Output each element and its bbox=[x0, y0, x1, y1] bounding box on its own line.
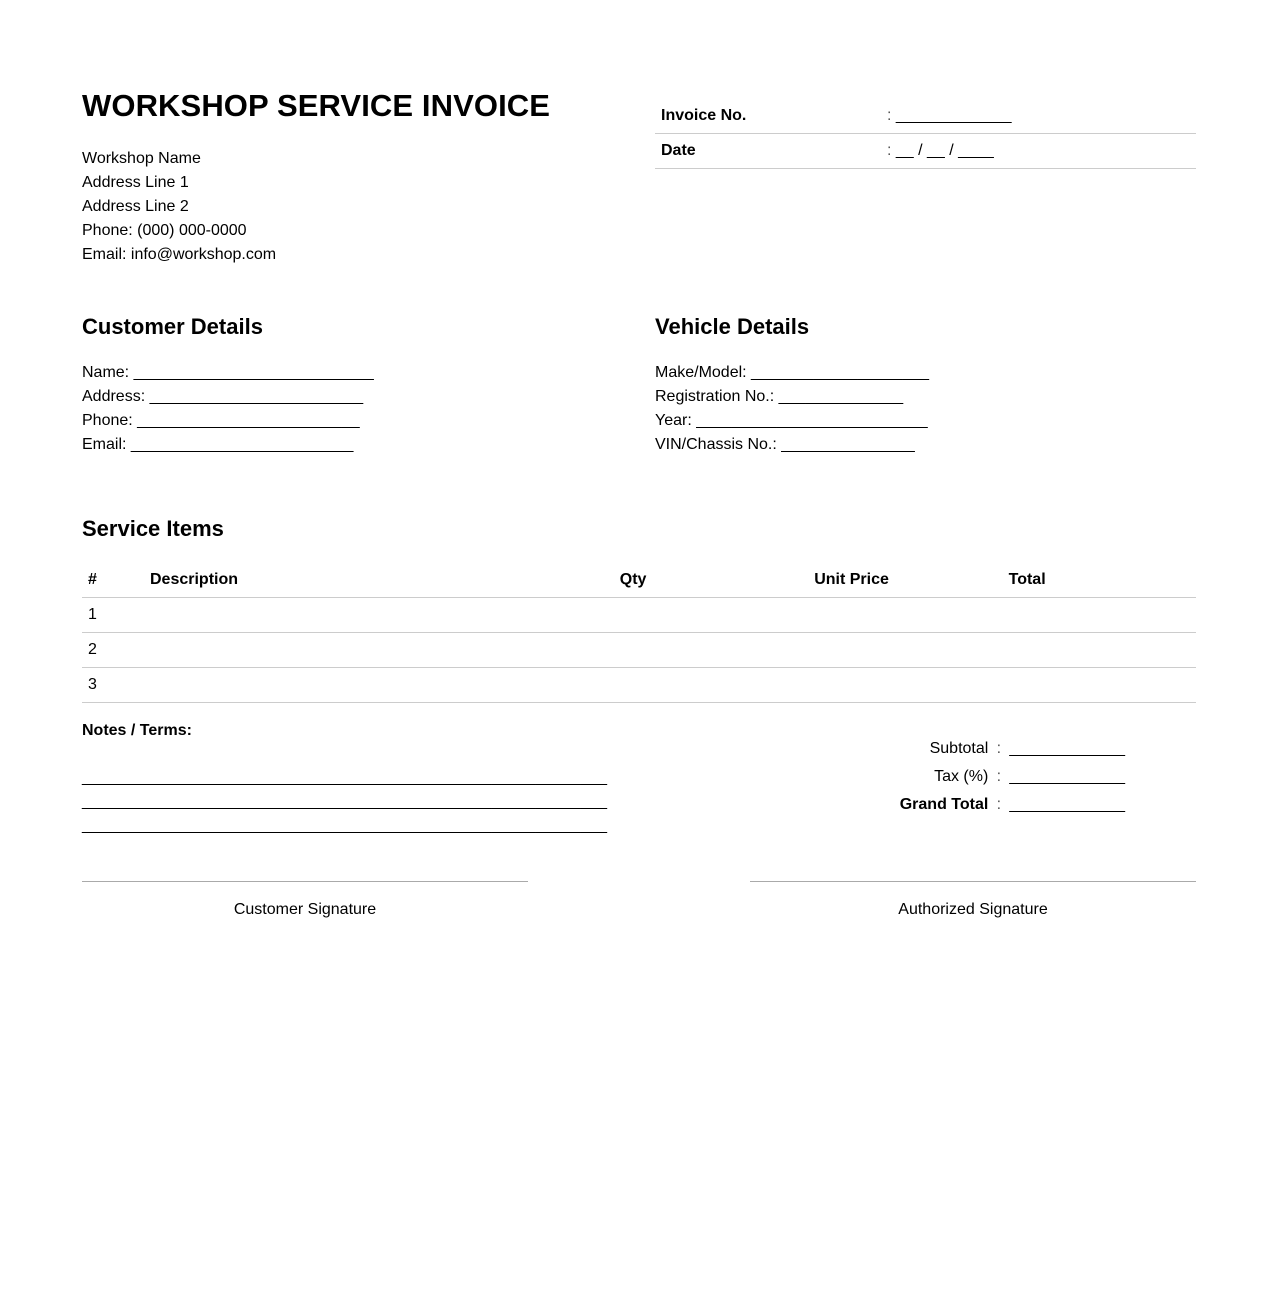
date-blank: __ / __ / ____ bbox=[891, 142, 994, 159]
row-unit-price[interactable] bbox=[808, 668, 1002, 703]
field-blank: _________________________ bbox=[132, 412, 360, 429]
row-description[interactable] bbox=[144, 598, 614, 633]
tax-label: Tax (%) bbox=[934, 768, 989, 785]
tax-row bbox=[808, 763, 1125, 791]
customer-name-field[interactable] bbox=[82, 361, 623, 385]
field-blank: ______________ bbox=[774, 388, 904, 405]
customer-fields bbox=[82, 361, 623, 457]
grand-total-row bbox=[808, 791, 1125, 819]
column-header-unit-price: Unit Price bbox=[808, 563, 1002, 598]
field-blank: _______________ bbox=[776, 436, 915, 453]
notes-line[interactable]: ___________________________________________________________ bbox=[82, 817, 608, 834]
vehicle-year-field[interactable] bbox=[655, 409, 1196, 433]
customer-phone-field[interactable] bbox=[82, 409, 623, 433]
column-header-description: Description bbox=[144, 563, 614, 598]
field-label: Name: bbox=[82, 364, 130, 381]
service-items-heading: Service Items bbox=[82, 516, 224, 541]
workshop-address bbox=[82, 147, 623, 267]
date-row bbox=[655, 134, 1196, 169]
vehicle-make-model-field[interactable] bbox=[655, 361, 1196, 385]
customer-signature bbox=[82, 881, 528, 920]
row-qty[interactable] bbox=[614, 633, 808, 668]
vehicle-details bbox=[655, 311, 1196, 457]
date-label: Date bbox=[655, 134, 881, 169]
invoice-header bbox=[82, 82, 1196, 267]
date-field[interactable] bbox=[881, 134, 1196, 169]
row-number: 2 bbox=[82, 633, 144, 668]
colon: : bbox=[887, 142, 892, 159]
notes-label: Notes / Terms: bbox=[82, 722, 192, 739]
colon: : bbox=[996, 768, 1002, 785]
row-total[interactable] bbox=[1003, 633, 1196, 668]
field-blank: _________________________ bbox=[126, 436, 354, 453]
invoice-info-table bbox=[655, 99, 1196, 169]
vehicle-registration-field[interactable] bbox=[655, 385, 1196, 409]
vehicle-fields bbox=[655, 361, 1196, 457]
row-description[interactable] bbox=[144, 668, 614, 703]
table-row bbox=[82, 633, 1196, 668]
notes-block bbox=[82, 720, 607, 838]
tax-blank[interactable]: _____________ bbox=[1009, 768, 1125, 785]
row-qty[interactable] bbox=[614, 598, 808, 633]
row-qty[interactable] bbox=[614, 668, 808, 703]
field-blank: ___________________________ bbox=[129, 364, 374, 381]
workshop-name: Workshop Name bbox=[82, 150, 201, 167]
field-blank: __________________________ bbox=[691, 412, 928, 429]
field-label: Email: bbox=[82, 436, 127, 453]
field-label: Year: bbox=[655, 412, 692, 429]
customer-signature-line[interactable] bbox=[82, 881, 528, 882]
row-number: 1 bbox=[82, 598, 144, 633]
row-total[interactable] bbox=[1003, 668, 1196, 703]
notes-line[interactable]: ___________________________________________________________ bbox=[82, 769, 608, 786]
column-header-qty: Qty bbox=[614, 563, 808, 598]
column-header-total: Total bbox=[1003, 563, 1196, 598]
workshop-phone: Phone: (000) 000-0000 bbox=[82, 222, 247, 239]
totals-block bbox=[808, 735, 1125, 838]
customer-details-heading: Customer Details bbox=[82, 314, 263, 339]
colon: : bbox=[887, 107, 892, 124]
field-label: Make/Model: bbox=[655, 364, 747, 381]
colon: : bbox=[996, 796, 1002, 813]
row-total[interactable] bbox=[1003, 598, 1196, 633]
notes-lines[interactable] bbox=[82, 766, 607, 838]
notes-line[interactable]: ___________________________________________________________ bbox=[82, 793, 608, 810]
authorized-signature-line[interactable] bbox=[750, 881, 1196, 882]
grand-total-label: Grand Total bbox=[899, 796, 989, 813]
subtotal-blank[interactable]: _____________ bbox=[1009, 740, 1125, 757]
vehicle-vin-field[interactable] bbox=[655, 433, 1196, 457]
row-unit-price[interactable] bbox=[808, 598, 1002, 633]
colon: : bbox=[996, 740, 1002, 757]
workshop-email: Email: info@workshop.com bbox=[82, 246, 277, 263]
address-line-1: Address Line 1 bbox=[82, 174, 189, 191]
row-description[interactable] bbox=[144, 633, 614, 668]
table-header-row bbox=[82, 563, 1196, 598]
subtotal-row bbox=[808, 735, 1125, 763]
invoice-number-row bbox=[655, 99, 1196, 134]
vehicle-details-heading: Vehicle Details bbox=[655, 314, 810, 339]
workshop-block bbox=[82, 82, 623, 267]
authorized-signature-label: Authorized Signature bbox=[898, 901, 1048, 918]
customer-signature-label: Customer Signature bbox=[233, 901, 377, 918]
service-items-table bbox=[82, 563, 1196, 703]
column-header-number: # bbox=[82, 563, 144, 598]
signatures bbox=[82, 881, 1196, 920]
address-line-2: Address Line 2 bbox=[82, 198, 189, 215]
field-label: Address: bbox=[82, 388, 146, 405]
field-blank: ________________________ bbox=[145, 388, 364, 405]
invoice-number-label: Invoice No. bbox=[655, 99, 881, 134]
invoice-number-field[interactable] bbox=[881, 99, 1196, 134]
grand-total-blank[interactable]: _____________ bbox=[1009, 796, 1125, 813]
field-blank: ____________________ bbox=[746, 364, 930, 381]
customer-email-field[interactable] bbox=[82, 433, 623, 457]
page-title: WORKSHOP SERVICE INVOICE bbox=[82, 88, 551, 123]
customer-details bbox=[82, 311, 623, 457]
table-row bbox=[82, 668, 1196, 703]
row-unit-price[interactable] bbox=[808, 633, 1002, 668]
field-label: Phone: bbox=[82, 412, 133, 429]
details-section bbox=[82, 311, 1196, 457]
notes-and-totals bbox=[82, 720, 1196, 838]
table-row bbox=[82, 598, 1196, 633]
field-label: Registration No.: bbox=[655, 388, 775, 405]
invoice-number-blank: _____________ bbox=[891, 107, 1012, 124]
field-label: VIN/Chassis No.: bbox=[655, 436, 777, 453]
subtotal-label: Subtotal bbox=[929, 740, 989, 757]
authorized-signature bbox=[750, 881, 1196, 920]
customer-address-field[interactable] bbox=[82, 385, 623, 409]
invoice-info-block bbox=[655, 82, 1196, 267]
row-number: 3 bbox=[82, 668, 144, 703]
